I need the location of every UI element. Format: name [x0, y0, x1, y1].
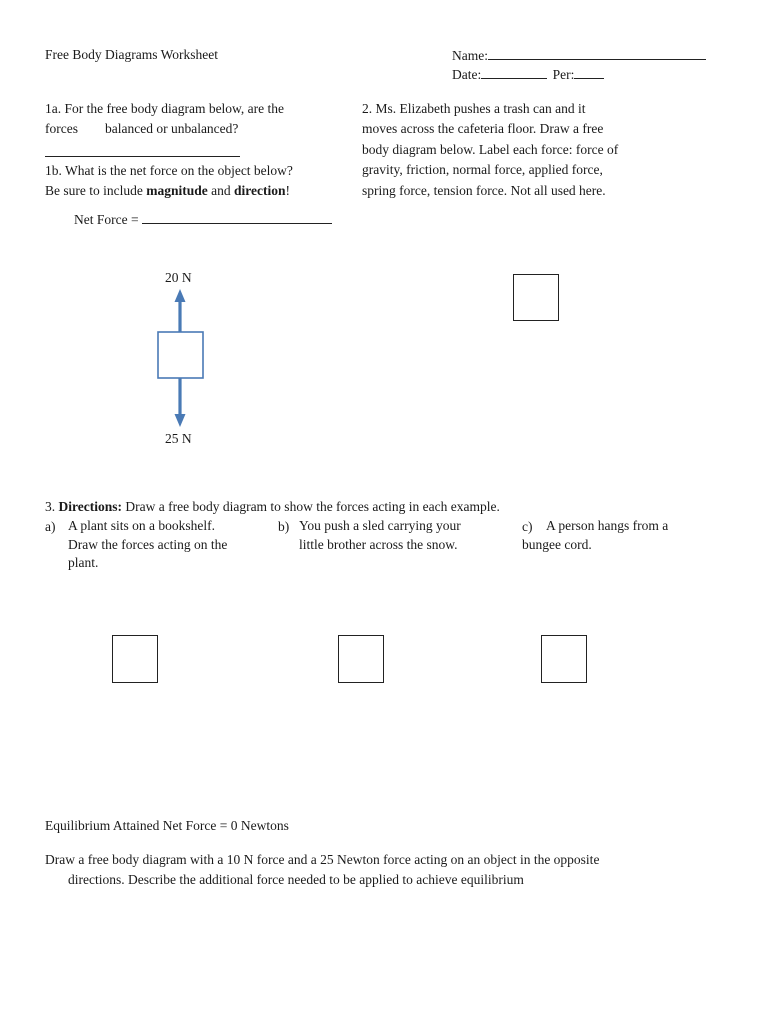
q1a-line1: 1a. For the free body diagram below, are the [45, 101, 285, 116]
q2-line5: spring force, tension force. Not all used here. [362, 183, 606, 198]
equilibrium-line1: Draw a free body diagram with a 10 N force and a 25 Newton force acting on an object in the opposite [45, 852, 600, 867]
up-force-label: 20 N [165, 270, 192, 285]
net-force-label: Net Force = [74, 212, 142, 227]
q1b-and: and [207, 183, 234, 198]
q3b-text [299, 517, 461, 554]
q3c-line1: A person hangs from a [546, 518, 669, 533]
q3b-drawing-box[interactable] [338, 635, 384, 683]
worksheet-title: Free Body Diagrams Worksheet [45, 47, 219, 62]
date-blank[interactable] [481, 64, 547, 79]
q3c-text [522, 517, 669, 554]
down-arrow-head [175, 414, 186, 427]
q3a-line1: A plant sits on a bookshelf. [68, 518, 215, 533]
q3a-line3: plant. [68, 555, 99, 570]
date-per-fields [452, 64, 604, 85]
q3b-line1: You push a sled carrying your [299, 518, 461, 533]
name-field[interactable] [452, 45, 706, 66]
q3b-line2: little brother across the snow. [299, 536, 458, 552]
q3a-marker: a) [45, 519, 56, 534]
q1b-end: ! [285, 183, 290, 198]
q1b-direction: direction [234, 183, 286, 198]
q1a-line2-start: forces [45, 121, 78, 136]
q1-free-body-diagram [150, 286, 210, 431]
date-label: Date: [452, 67, 482, 82]
net-force-field[interactable] [74, 209, 332, 230]
object-box [158, 332, 203, 378]
q3c-drawing-box[interactable] [541, 635, 587, 683]
q3-directions-label: Directions: [58, 499, 122, 514]
equilibrium-heading: Equilibrium Attained Net Force = 0 Newtons [45, 818, 289, 833]
q3c-marker: c) [522, 519, 533, 534]
q1b-line1: 1b. What is the net force on the object below? [45, 163, 293, 178]
q3a-line2: Draw the forces acting on the [68, 536, 228, 552]
q3b-marker: b) [278, 519, 290, 534]
q2-line2: moves across the cafeteria floor. Draw a free [362, 121, 604, 136]
per-label: Per: [552, 67, 575, 82]
per-blank[interactable] [574, 64, 604, 79]
q3a-drawing-box[interactable] [112, 635, 158, 683]
q2-line1: 2. Ms. Elizabeth pushes a trash can and it [362, 101, 586, 116]
q3-directions [45, 497, 500, 517]
name-blank[interactable] [488, 45, 706, 60]
q2-line4: gravity, friction, normal force, applied force, [362, 162, 603, 177]
down-force-label: 25 N [165, 431, 192, 446]
q1a-line2 [45, 119, 238, 139]
q3c-line2: bungee cord. [522, 536, 592, 552]
q1b-line2 [45, 181, 290, 201]
q2-line3: body diagram below. Label each force: force of [362, 142, 619, 157]
q2-drawing-box[interactable] [513, 274, 559, 321]
q3-directions-text: Draw a free body diagram to show the forces acting in each example. [122, 499, 500, 514]
net-force-blank[interactable] [142, 209, 332, 224]
q3a-text [68, 517, 227, 573]
q1a-line2-end: balanced or unbalanced? [104, 121, 239, 136]
equilibrium-line2: directions. Describe the additional force needed to be applied to achieve equilibrium [68, 872, 524, 887]
q3-number: 3. [45, 499, 59, 514]
q1a-answer-line[interactable] [45, 142, 240, 163]
q1b-prefix: Be sure to include [45, 183, 147, 198]
up-arrow-head [175, 289, 186, 302]
name-label: Name: [452, 48, 488, 63]
q1b-magnitude: magnitude [146, 183, 208, 198]
